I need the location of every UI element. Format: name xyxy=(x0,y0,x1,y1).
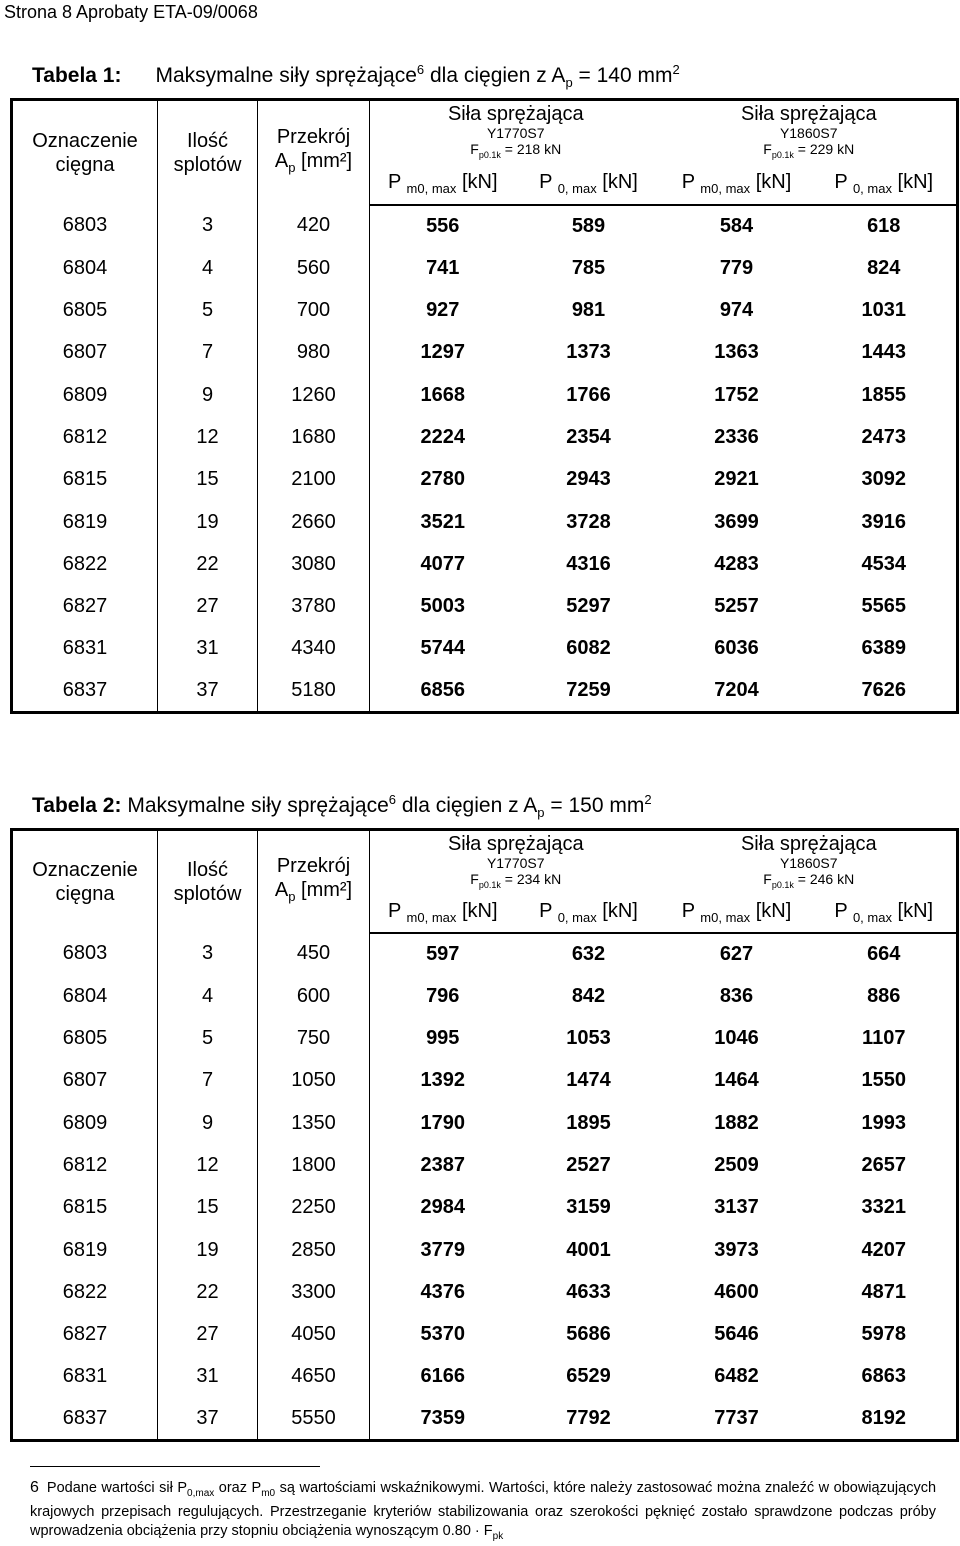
table-cell: 6809 xyxy=(12,374,158,416)
table-cell: 597 xyxy=(426,942,460,965)
table-cell: 2224 xyxy=(420,425,465,448)
table-cell: 5 xyxy=(158,1017,258,1059)
table-cell: 6812 xyxy=(12,416,158,458)
table-cell: 2336 xyxy=(714,425,759,448)
table-cell: 1053 xyxy=(566,1027,611,1050)
table-cell: 3321 xyxy=(861,1196,906,1219)
table-cell: 1766 xyxy=(566,383,611,406)
table-row xyxy=(12,1102,958,1144)
table-cell: 1363 xyxy=(714,341,759,364)
table-row xyxy=(12,459,958,501)
table1-body xyxy=(12,205,958,713)
table2-title-text: Maksymalne siły sprężające xyxy=(127,794,389,817)
footnote-sub-2: m0 xyxy=(261,1487,276,1499)
table-cell: 31 xyxy=(158,628,258,670)
table-cell: 1050 xyxy=(258,1060,370,1102)
table-cell: 4650 xyxy=(258,1356,370,1398)
table-cell: 37 xyxy=(158,1398,258,1440)
table-cell: 1392 xyxy=(420,1069,465,1092)
table-cell: 4 xyxy=(158,975,258,1017)
table-cell: 4283 xyxy=(714,552,759,575)
table-cell: 6804 xyxy=(12,975,158,1017)
table-cell: 3137 xyxy=(714,1196,759,1219)
table-cell: 2527 xyxy=(566,1153,611,1176)
table-cell: 7792 xyxy=(566,1406,611,1429)
table-row xyxy=(12,1144,958,1186)
table-cell: 8192 xyxy=(861,1406,906,1429)
table-row xyxy=(12,543,958,585)
footnote-text-2: oraz P xyxy=(214,1480,262,1496)
table-cell: 2850 xyxy=(258,1229,370,1271)
table-cell: 7359 xyxy=(420,1406,465,1429)
footnote-sub-3: pk xyxy=(492,1530,504,1542)
table-cell: 6804 xyxy=(12,247,158,289)
table-cell: 618 xyxy=(867,214,901,237)
table-cell: 824 xyxy=(867,256,901,279)
table-cell: 6803 xyxy=(12,933,158,975)
table-cell: 6036 xyxy=(714,637,759,660)
table-cell: 6837 xyxy=(12,670,158,712)
table-cell: 7626 xyxy=(861,678,906,701)
table-cell: 3728 xyxy=(566,510,611,533)
table-cell: 785 xyxy=(571,256,606,279)
header-p0-max-2: P $_{0, max}$ [kN] xyxy=(812,893,958,933)
footnote-text-3: są wartościami wskaźnikowymi. Wartości, które należy zastosować można znaleźć w obowiązujących krajowych przepisach regulujących. Przestrzeganie kryteriów stabilizowania oraz szerokości pęknięć zostało sprawdzone podczas próby wprowadzenia obciążenia przy stopniu obciążenia wynoszącym 0.80 · F xyxy=(30,1480,937,1539)
table-cell: 4316 xyxy=(566,552,611,575)
table-cell: 632 xyxy=(571,942,606,965)
table-cell: 6807 xyxy=(12,332,158,374)
table-cell: 6805 xyxy=(12,289,158,331)
table-row xyxy=(12,933,958,975)
table1-label: Tabela 1: xyxy=(32,64,122,87)
table-cell: 4534 xyxy=(861,552,906,575)
table-cell: 5978 xyxy=(861,1323,906,1346)
table-row xyxy=(12,1017,958,1059)
header-group-y1860s7: Siła sprężająca Y1860S7 $F_{p0.1k} = 229$ kN xyxy=(740,103,877,160)
table-cell: 4207 xyxy=(861,1238,906,1261)
table-cell: 3973 xyxy=(714,1238,759,1261)
table-row xyxy=(12,289,958,331)
header-pm0-max-1: P $_{m0, max}$ [kN] xyxy=(370,163,516,205)
header-group-y1770s7: Siła sprężająca Y1770S7 $F_{p0.1k} = 234$ kN xyxy=(447,833,584,890)
table-cell: 741 xyxy=(426,256,460,279)
table-cell: 6822 xyxy=(12,1271,158,1313)
table-cell: 27 xyxy=(158,1313,258,1355)
table-cell: 22 xyxy=(158,1271,258,1313)
header-p0-max-2: P $_{0, max}$ [kN] xyxy=(812,163,958,205)
table-cell: 5370 xyxy=(420,1323,465,1346)
table-cell: 6809 xyxy=(12,1102,158,1144)
table-cell: 4376 xyxy=(420,1280,465,1303)
table-cell: 31 xyxy=(158,1356,258,1398)
table-cell: 5 xyxy=(158,289,258,331)
table-cell: 6807 xyxy=(12,1060,158,1102)
table-cell: 4050 xyxy=(258,1313,370,1355)
table-cell: 5744 xyxy=(420,637,465,660)
table-cell: 796 xyxy=(426,984,460,1007)
table-cell: 7 xyxy=(158,1060,258,1102)
table-cell: 1464 xyxy=(714,1069,759,1092)
table-cell: 589 xyxy=(571,214,606,237)
table1-title-exp: 2 xyxy=(672,62,680,77)
table-cell: 6856 xyxy=(420,678,465,701)
table-cell: 1895 xyxy=(566,1111,611,1134)
header-ilosc: Ilość splotów xyxy=(158,100,258,205)
table-cell: 1373 xyxy=(566,341,611,364)
table-row xyxy=(12,1271,958,1313)
table-cell: 995 xyxy=(426,1027,460,1050)
table-cell: 3300 xyxy=(258,1271,370,1313)
table-cell: 627 xyxy=(719,942,754,965)
table2-title xyxy=(32,792,652,820)
table1-footnote-ref: 6 xyxy=(416,62,425,77)
table-cell: 5297 xyxy=(566,595,611,618)
table1 xyxy=(10,98,959,714)
table-row xyxy=(12,1187,958,1229)
page-header: Strona 8 Aprobaty ETA-09/0068 xyxy=(4,2,258,22)
table-row xyxy=(12,247,958,289)
table-cell: 6389 xyxy=(861,637,906,660)
table-row xyxy=(12,1398,958,1440)
table-cell: 420 xyxy=(258,205,370,247)
table-cell: 7259 xyxy=(566,678,611,701)
table-cell: 37 xyxy=(158,670,258,712)
table-cell: 779 xyxy=(719,256,754,279)
table-cell: 4077 xyxy=(420,552,465,575)
table-cell: 2921 xyxy=(714,468,759,491)
table-cell: 1107 xyxy=(862,1027,906,1050)
table-cell: 4001 xyxy=(566,1238,611,1261)
header-pm0-max-2: P $_{m0, max}$ [kN] xyxy=(662,163,812,205)
table-cell: 4 xyxy=(158,247,258,289)
table1-title-sub: p xyxy=(565,75,573,91)
table1-title-text: Maksymalne siły sprężające xyxy=(155,64,417,87)
table-cell: 3 xyxy=(158,933,258,975)
table2-title-text2: dla cięgien z A xyxy=(401,794,538,817)
table-cell: 700 xyxy=(258,289,370,331)
table-cell: 560 xyxy=(258,247,370,289)
table-cell: 9 xyxy=(158,1102,258,1144)
table-cell: 5180 xyxy=(258,670,370,712)
header-pm0-max-2: P $_{m0, max}$ [kN] xyxy=(662,893,812,933)
table2-label: Tabela 2: xyxy=(32,794,122,817)
table-cell: 6482 xyxy=(714,1365,759,1388)
table-cell: 5550 xyxy=(258,1398,370,1440)
table-cell: 1790 xyxy=(420,1111,465,1134)
table-cell: 974 xyxy=(719,299,754,322)
table-row xyxy=(12,1356,958,1398)
header-ilosc: Ilość splotów xyxy=(158,830,258,933)
footnote-mark: 6 xyxy=(30,1479,39,1496)
table2-body xyxy=(12,933,958,1441)
table-cell: 1350 xyxy=(258,1102,370,1144)
table-cell: 3521 xyxy=(420,510,465,533)
table-cell: 5003 xyxy=(420,595,465,618)
table-cell: 5565 xyxy=(861,595,906,618)
table-cell: 4600 xyxy=(714,1280,759,1303)
header-pm0-max-1: P $_{m0, max}$ [kN] xyxy=(370,893,516,933)
table-cell: 2984 xyxy=(420,1196,465,1219)
table-cell: 4633 xyxy=(566,1280,611,1303)
table-cell: 450 xyxy=(258,933,370,975)
table2-title-value: = 150 mm xyxy=(550,794,645,817)
table-cell: 1550 xyxy=(861,1069,906,1092)
table-cell: 3092 xyxy=(861,468,906,491)
table-cell: 664 xyxy=(867,942,901,965)
table-cell: 27 xyxy=(158,585,258,627)
table1-title-value: = 140 mm xyxy=(578,64,673,87)
table-cell: 6082 xyxy=(566,637,611,660)
table-cell: 15 xyxy=(158,459,258,501)
table-cell: 1668 xyxy=(420,383,465,406)
table-cell: 6819 xyxy=(12,501,158,543)
table-cell: 1474 xyxy=(566,1069,611,1092)
table-cell: 927 xyxy=(426,299,460,322)
table-cell: 556 xyxy=(426,214,460,237)
table-cell: 4340 xyxy=(258,628,370,670)
table-cell: 981 xyxy=(571,299,606,322)
table-row xyxy=(12,374,958,416)
table2 xyxy=(10,828,959,1442)
table-cell: 7 xyxy=(158,332,258,374)
table-cell: 1046 xyxy=(714,1027,759,1050)
table-cell: 6827 xyxy=(12,585,158,627)
table1-title xyxy=(32,62,680,90)
table-cell: 2509 xyxy=(714,1153,759,1176)
header-p0-max-1: P $_{0, max}$ [kN] xyxy=(516,163,662,205)
table-cell: 4871 xyxy=(861,1280,906,1303)
table-cell: 2387 xyxy=(420,1153,465,1176)
table-cell: 1297 xyxy=(420,341,465,364)
header-oznaczenie: Oznaczenie cięgna xyxy=(12,830,158,933)
table-cell: 600 xyxy=(258,975,370,1017)
table-cell: 3 xyxy=(158,205,258,247)
footnote-text-1: Podane wartości sił P xyxy=(46,1480,188,1496)
table-cell: 2354 xyxy=(566,425,611,448)
table-cell: 19 xyxy=(158,1229,258,1271)
table-cell: 6815 xyxy=(12,1187,158,1229)
table-row xyxy=(12,975,958,1017)
footnote-divider xyxy=(30,1466,320,1467)
table-cell: 6831 xyxy=(12,628,158,670)
table-row xyxy=(12,1229,958,1271)
table-cell: 584 xyxy=(719,214,754,237)
table-cell: 7737 xyxy=(714,1406,759,1429)
table-cell: 2943 xyxy=(566,468,611,491)
table-cell: 22 xyxy=(158,543,258,585)
table-cell: 6819 xyxy=(12,1229,158,1271)
table-cell: 3779 xyxy=(420,1238,465,1261)
table-cell: 1031 xyxy=(861,299,906,322)
table-cell: 5257 xyxy=(714,595,759,618)
table-cell: 19 xyxy=(158,501,258,543)
header-p0-max-1: P $_{0, max}$ [kN] xyxy=(516,893,662,933)
table-cell: 6166 xyxy=(420,1365,465,1388)
header-przekroj: Przekrój $A_p$ [mm²] xyxy=(258,100,370,205)
table-row xyxy=(12,1060,958,1102)
table-cell: 1443 xyxy=(861,341,906,364)
table-cell: 6812 xyxy=(12,1144,158,1186)
table-cell: 7204 xyxy=(714,678,759,701)
table-row xyxy=(12,501,958,543)
table-cell: 2250 xyxy=(258,1187,370,1229)
table-cell: 6837 xyxy=(12,1398,158,1440)
table-cell: 12 xyxy=(158,416,258,458)
table-cell: 1882 xyxy=(714,1111,759,1134)
table-cell: 3699 xyxy=(714,510,759,533)
table-cell: 3916 xyxy=(861,510,906,533)
table-cell: 2780 xyxy=(420,468,465,491)
table-cell: 1752 xyxy=(714,383,759,406)
table-cell: 1800 xyxy=(258,1144,370,1186)
table-cell: 2100 xyxy=(258,459,370,501)
table-cell: 9 xyxy=(158,374,258,416)
table2-title-exp: 2 xyxy=(644,792,652,807)
table-cell: 6815 xyxy=(12,459,158,501)
table-row xyxy=(12,416,958,458)
header-group-y1860s7: Siła sprężająca Y1860S7 $F_{p0.1k} = 246$ kN xyxy=(740,833,877,890)
table-cell: 6827 xyxy=(12,1313,158,1355)
table-cell: 2660 xyxy=(258,501,370,543)
table-cell: 886 xyxy=(867,984,901,1007)
table-cell: 1680 xyxy=(258,416,370,458)
table-cell: 6831 xyxy=(12,1356,158,1398)
table-cell: 1855 xyxy=(861,383,906,406)
table-cell: 6822 xyxy=(12,543,158,585)
table-cell: 15 xyxy=(158,1187,258,1229)
table1-title-text2: dla cięgien z A xyxy=(430,64,566,87)
table-row xyxy=(12,205,958,247)
table-cell: 836 xyxy=(719,984,754,1007)
table-cell: 2473 xyxy=(861,425,906,448)
table-cell: 12 xyxy=(158,1144,258,1186)
table2-footnote-ref: 6 xyxy=(388,792,396,807)
table-cell: 2657 xyxy=(861,1153,906,1176)
table-cell: 1260 xyxy=(258,374,370,416)
table-cell: 6803 xyxy=(12,205,158,247)
table-cell: 3080 xyxy=(258,543,370,585)
table-cell: 6805 xyxy=(12,1017,158,1059)
table-cell: 5646 xyxy=(714,1323,759,1346)
table-cell: 980 xyxy=(258,332,370,374)
header-oznaczenie: Oznaczenie cięgna xyxy=(12,100,158,205)
table-cell: 1993 xyxy=(861,1111,906,1134)
table-cell: 750 xyxy=(258,1017,370,1059)
table-row xyxy=(12,332,958,374)
table-cell: 3159 xyxy=(566,1196,611,1219)
table-cell: 3780 xyxy=(258,585,370,627)
table-cell: 5686 xyxy=(566,1323,611,1346)
table2-title-sub: p xyxy=(537,805,545,821)
footnote xyxy=(30,1478,936,1546)
table-cell: 6529 xyxy=(566,1365,611,1388)
table-cell: 6863 xyxy=(861,1365,906,1388)
table-row xyxy=(12,585,958,627)
table-row xyxy=(12,1313,958,1355)
footnote-sub-1: 0,max xyxy=(187,1487,215,1499)
table-row xyxy=(12,670,958,712)
header-przekroj: Przekrój $A_p$ [mm²] xyxy=(258,830,370,933)
header-group-y1770s7: Siła sprężająca Y1770S7 $F_{p0.1k} = 218$ kN xyxy=(447,103,584,160)
table-row xyxy=(12,628,958,670)
table-cell: 842 xyxy=(571,984,606,1007)
